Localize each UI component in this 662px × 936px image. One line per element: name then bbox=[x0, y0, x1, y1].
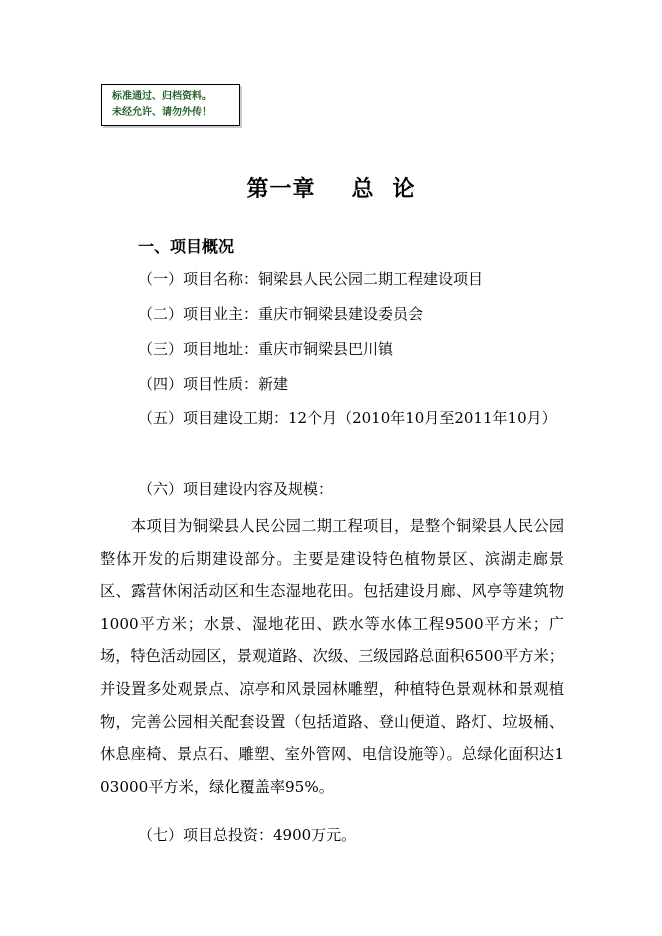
section-heading: 一、项目概况 bbox=[138, 237, 235, 256]
watermark-notice-box bbox=[101, 84, 240, 126]
item-project-address: （三）项目地址：重庆市铜梁县巴川镇 bbox=[138, 340, 394, 358]
item-construction-scope: （六）项目建设内容及规模： bbox=[138, 480, 334, 498]
chapter-name-char-1: 总 bbox=[351, 177, 375, 202]
notice-line-1: 标准通过、归档资料。 bbox=[112, 91, 212, 102]
item-project-nature: （四）项目性质：新建 bbox=[138, 375, 289, 393]
chapter-name-char-2: 论 bbox=[392, 177, 416, 202]
chapter-number: 第一章 bbox=[246, 177, 316, 202]
scope-paragraph: 本项目为铜梁县人民公园二期工程项目，是整个铜梁县人民公园整体开发的后期建设部分。主要是建设特色植物景区、滨湖走廊景区、露营休闲活动区和生态湿地花田。包括建设月廊、风亭等建筑物1000平方米；水景、湿地花田、跌水等水体工程9500平方米；广场，特色活动园区，景观道路、次级、三级园路总面积6500平方米；并设置多处观景点、凉亭和风景园林雕塑，种植特色景观林和景观植物，完善公园相关配套设置（包括道路、登山便道、路灯、垃圾桶、休息座椅、景点石、雕塑、室外管网、电信设施等）。总绿化面积达103000平方米，绿化覆盖率95%。 bbox=[100, 517, 564, 796]
item-project-name: （一）项目名称：铜梁县人民公园二期工程建设项目 bbox=[138, 270, 484, 288]
item-project-owner: （二）项目业主：重庆市铜梁县建设委员会 bbox=[138, 305, 424, 323]
notice-line-2: 未经允许、请勿外传！ bbox=[112, 107, 212, 118]
item-total-investment: （七）项目总投资：4900万元。 bbox=[138, 826, 357, 844]
chapter-title bbox=[0, 172, 662, 203]
item-construction-period: （五）项目建设工期：12个月（2010年10月至2011年10月） bbox=[138, 409, 557, 427]
